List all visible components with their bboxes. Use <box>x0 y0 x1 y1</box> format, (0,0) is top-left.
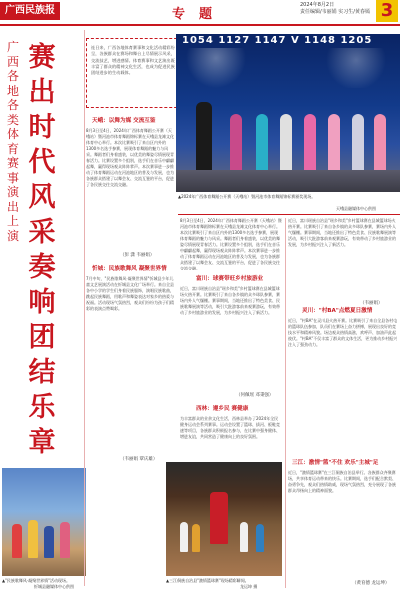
article-body-fuchuan: 近日，富川瑶族自治县"瑶乡和美"乡村篮球赛在县城篮球场火热开赛。比赛吸引了来自各乡镇的众多球队参赛，赛场内外人气爆棚。赛事期间，当地还推出了特色美食、民族歌舞展演等活动，吸引大批游客前来观赛游玩，有效带动了乡村旅游业的发展，为乡村振兴注入了新活力。 <box>180 286 280 315</box>
article-byline-fuchuan: （何佩瑶 邓秉强） <box>236 393 274 398</box>
performer-figure <box>28 520 38 558</box>
dancer-figure <box>280 114 292 172</box>
issue-info <box>300 2 374 16</box>
parade-photo-credit: 忻城县融媒体中心供图 <box>34 584 74 589</box>
lead-text: 连日来，广西各地体育赛事和文化活动精彩纷呈，各族群众在赛场和舞台上尽情展示风采，交流技艺，增进感情。体育赛事和文艺演出既丰富了群众的精神文化生活，也成为促进民族团结进步的生动载体。 <box>91 45 175 76</box>
article-title-xincheng: 忻城：民族歌舞风 凝聚世界情 <box>92 266 167 272</box>
article-byline-lingchuan: （韦丽娟） <box>360 301 383 306</box>
newspaper-masthead: 广西民族报 <box>0 2 60 20</box>
column-rule <box>285 218 286 588</box>
article-byline-xincheng: （韦丽娟 覃庆雄） <box>120 457 158 462</box>
dancer-figure <box>196 102 212 172</box>
side-headline: 广西各地各类体育赛事演出上演 <box>6 40 19 243</box>
dance-photo-credit: 天峨县融媒体中心供图 <box>336 206 376 211</box>
lead-box <box>86 38 182 108</box>
photo-screen-text: 1054 1127 1147 V 1148 1205 <box>182 35 373 46</box>
performance-photo-caption: ▲三江侗族自治县"激情篮球赛"现场精彩瞬间。 <box>166 578 249 583</box>
article-body-lingchuan: 近日，"村BA"在灵川县火热开赛。比赛吸引了来自全县各村屯的篮球队伍参加，队员们在赛场上奋力拼搏，展现出良好的竞技水平和精神风貌。场边观众热情高涨，欢呼声、加油声此起彼伏。"村BA"不仅丰富了群众的文体生活，更为推动乡村振兴注入了强劲动力。 <box>288 318 398 347</box>
section-divider <box>178 214 400 215</box>
article-title-tiane: 天峨：以舞为媒 交流互鉴 <box>92 118 156 124</box>
dancer-figure <box>374 114 386 172</box>
article-body-tiane: 8月3日至4日，2024年广西体育舞蹈公开赛（天峨站）暨河池市体育舞蹈锦标赛在天峨县龙滩文化体育中心举行。本次比赛吸引了来自区内外的1300多名选手参赛，展现体育舞蹈的魅力与风采。舞蹈者们身着盛装，以优美的舞姿尽情展现青春活力。比赛设置多个组别，选手们在音乐中翩翩起舞，赢得现场观众阵阵掌声。本次赛事进一步推动了体育舞蹈运动在河池地区的普及与发展，也为各族群众搭建了以舞会友、交流互鉴的平台，促进了各民族交往交流交融。 <box>86 128 174 187</box>
performer-figure <box>256 524 264 552</box>
performer-figure <box>44 526 54 558</box>
performer-figure <box>180 522 188 552</box>
article-title-xilin: 西林：遵乡民 赛健康 <box>196 406 249 412</box>
dancer-figure <box>352 114 364 172</box>
article-body-xilin: 为丰富群众的业余文化生活，西林县举办了2024年全民健身运动会系列赛事。运动会设置了篮球、拔河、板鞋竞速等项目，各族群众积极报名参与，在比赛中强身健体、增进友谊，共同营造了健康向上的良好氛围。 <box>180 416 280 439</box>
article-body-sanjiang: 近日，"激情篮球赛"在三江侗族自治县举行。各族群众齐聚赛场，共享体育运动带来的快乐。比赛期间，选手们配合默契、奋勇争先，观众们热情助威，现场气氛热烈，充分展现了各族群众昂扬向上的精神面貌。 <box>288 470 396 493</box>
performer-figure <box>12 524 22 558</box>
performer-figure <box>192 524 200 552</box>
article-title-lingchuan: 灵川："村BA"点燃夏日激情 <box>302 308 373 314</box>
article-title-sanjiang: 三江：激情"篮"不住 欢乐"主城"足 <box>292 460 379 466</box>
parade-photo <box>2 468 86 576</box>
page-header <box>0 0 400 26</box>
article-title-fuchuan: 富川：球赛带旺乡村旅游业 <box>196 276 264 282</box>
article-body-tiane-cont: 8月3日至4日，2024年广西体育舞蹈公开赛（天峨站）暨河池市体育舞蹈锦标赛在天峨县龙滩文化体育中心举行。本次比赛吸引了来自区内外的1300多名选手参赛，展现体育舞蹈的魅力与风采。舞蹈者们身着盛装，以优美的舞姿尽情展现青春活力。比赛设置多个组别，选手们在音乐中翩翩起舞，赢得现场观众阵阵掌声。本次赛事进一步推动了体育舞蹈运动在河池地区的普及与发展，也为各族群众搭建了以舞会友、交流互鉴的平台，促进了各民族交往交流交融。 <box>180 218 282 270</box>
dancer-figure <box>256 114 268 172</box>
article-body-xincheng: 7月中旬，"民族歌舞风·凝聚世界情"忻城县少年儿童文艺展演活动在忻城县文化广场举行。来自全县各中小学的学生们身着民族服饰，演唱民族歌曲，跳起民族舞蹈，用歌声和舞姿表达对家乡的热爱与祝福。活动现场气氛热烈，观众们纷纷为孩子们精彩的表演点赞喝彩。 <box>86 276 174 311</box>
editors-line: 责任编辑/韦丽娟 实习生/黄春嫣 <box>300 9 370 15</box>
issue-date: 2024年8月2日 <box>300 2 335 8</box>
dancer-figure <box>304 114 316 172</box>
column-title: 专题 <box>172 7 227 22</box>
stage-lights <box>176 48 400 88</box>
dance-photo-caption: ▲2024年广西体育舞蹈公开赛（天峨站）暨河池市体育舞蹈锦标赛颁奖现场。 <box>178 194 316 199</box>
performer-figure <box>60 522 70 558</box>
performer-figure <box>240 522 248 552</box>
performance-photo <box>166 462 282 576</box>
main-headline: 赛出时代风采奏响团结乐章 <box>28 42 56 458</box>
article-byline-tiane: （彭 潇 韦丽娟） <box>120 253 155 258</box>
dancer-figure <box>328 114 340 172</box>
page-number: 3 <box>376 0 398 22</box>
performance-photo-credit: 龙运坤 摄 <box>240 584 258 589</box>
column-rule <box>84 30 85 586</box>
article-byline-sanjiang: （黄育德 龙运坤） <box>352 581 390 586</box>
parade-photo-caption: ▲"民族歌舞风·凝聚世界情"活动现场。 <box>2 578 71 583</box>
stage-floor <box>176 170 400 192</box>
dancer-figure <box>230 114 242 172</box>
article-body-fuchuan-cont: 近日，富川瑶族自治县"瑶乡和美"乡村篮球赛在县城篮球场火热开赛。比赛吸引了来自各乡镇的众多球队参赛，赛场内外人气爆棚。赛事期间，当地还推出了特色美食、民族歌舞展演等活动，吸引大批游客前来观赛游玩，有效带动了乡村旅游业的发展，为乡村振兴注入了新活力。 <box>288 218 396 247</box>
performer-figure <box>210 492 228 544</box>
dance-competition-photo <box>176 34 400 192</box>
